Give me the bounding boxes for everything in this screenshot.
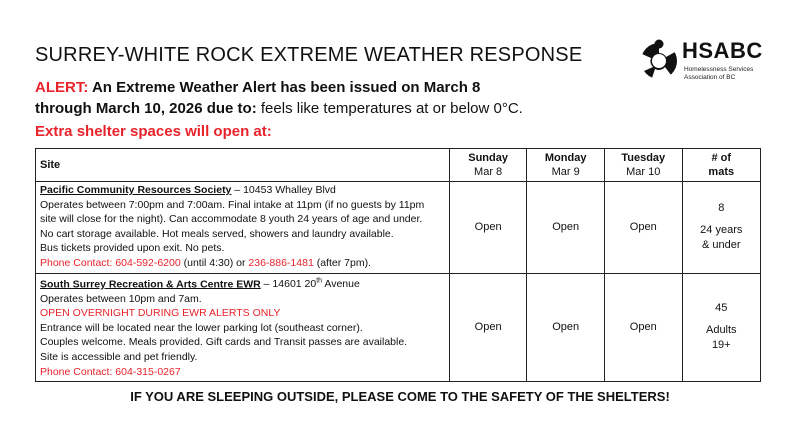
monday-label: Monday <box>544 152 587 164</box>
site-cell <box>36 273 450 382</box>
phone-link[interactable]: 604-592-6200 <box>115 256 181 269</box>
sunday-status: Open <box>449 273 527 382</box>
site-detail: Entrance will be located near the lower parking lot (southeast corner). <box>40 321 363 334</box>
tuesday-status: Open <box>604 273 682 382</box>
column-header-sunday <box>449 149 527 182</box>
site-address: – 14601 20th Avenue <box>260 277 360 291</box>
tuesday-status: Open <box>604 182 682 274</box>
mats-note: 24 years <box>700 224 743 237</box>
site-name: Pacific Community Resources Society <box>40 184 232 196</box>
sunday-status: Open <box>449 182 527 274</box>
column-header-mats <box>682 149 760 182</box>
hsabc-logo-icon <box>638 38 680 80</box>
mats-cell <box>682 182 760 274</box>
site-name: South Surrey Recreation & Arts Centre EWR <box>40 278 261 291</box>
site-detail: Site is accessible and pet friendly. <box>40 351 198 364</box>
mats-label-2: mats <box>708 166 735 178</box>
table-header-row <box>36 149 761 182</box>
alert-text-1: An Extreme Weather Alert has been issued on March 8 <box>88 79 481 96</box>
column-header-monday <box>527 149 605 182</box>
mats-note: Adults <box>705 324 737 337</box>
table-row <box>36 273 761 382</box>
table-row <box>36 182 761 274</box>
alert-reason: feels like temperatures at or below 0°C. <box>256 100 523 117</box>
site-detail: site will close for the night). Can accommodate 8 youth 24 years of age and under. <box>40 213 423 226</box>
site-notice: OPEN OVERNIGHT DURING EWR ALERTS ONLY <box>40 307 281 320</box>
alert-line-1 <box>35 79 480 96</box>
site-detail: Operates between 10pm and 7am. <box>40 292 202 305</box>
site-detail: Couples welcome. Meals provided. Gift cards and Transit passes are available. <box>40 336 408 349</box>
mats-note: & under <box>702 239 741 252</box>
extra-shelter-heading: Extra shelter spaces will open at: <box>35 123 272 140</box>
mats-count: 8 <box>718 202 725 215</box>
column-header-tuesday <box>604 149 682 182</box>
sunday-label: Sunday <box>468 152 508 164</box>
site-phone: Phone Contact: 604-592-6200 (until 4:30) or 236-886-1481 (after 7pm). <box>40 256 371 269</box>
site-address: – 10453 Whalley Blvd <box>231 184 336 196</box>
mats-count: 45 <box>715 302 728 315</box>
column-header-site: Site <box>36 149 450 182</box>
mats-label-1: # of <box>711 152 732 164</box>
tuesday-date: Mar 10 <box>626 166 661 178</box>
sunday-date: Mar 8 <box>474 166 503 178</box>
hsabc-logo <box>638 38 768 88</box>
monday-status: Open <box>527 273 605 382</box>
alert-label: ALERT: <box>35 79 89 96</box>
page-title: SURREY-WHITE ROCK EXTREME WEATHER RESPONSE <box>35 44 583 66</box>
shelter-table <box>35 148 761 382</box>
logo-name: HSABC <box>682 38 763 63</box>
logo-subtitle: Homelessness Services Association of BC <box>684 66 754 81</box>
site-detail: Bus tickets provided upon exit. No pets. <box>40 242 225 255</box>
site-detail: No cart storage available. Hot meals served, showers and laundry available. <box>40 227 394 240</box>
alert-line-2 <box>35 100 523 117</box>
mats-note: 19+ <box>711 339 731 352</box>
monday-date: Mar 9 <box>551 166 580 178</box>
site-phone[interactable]: Phone Contact: 604-315-0267 <box>40 365 181 378</box>
footer-message: IF YOU ARE SLEEPING OUTSIDE, PLEASE COME TO THE SAFETY OF THE SHELTERS! <box>130 389 670 404</box>
site-detail: Operates between 7:00pm and 7:00am. Final intake at 11pm (if no guests by 11pm <box>40 198 425 211</box>
alert-dates: through March 10, 2026 due to: <box>35 100 257 117</box>
mats-cell <box>682 273 760 382</box>
monday-status: Open <box>527 182 605 274</box>
tuesday-label: Tuesday <box>621 152 666 164</box>
site-cell <box>36 182 450 274</box>
phone-link[interactable]: 236-886-1481 <box>248 256 314 269</box>
